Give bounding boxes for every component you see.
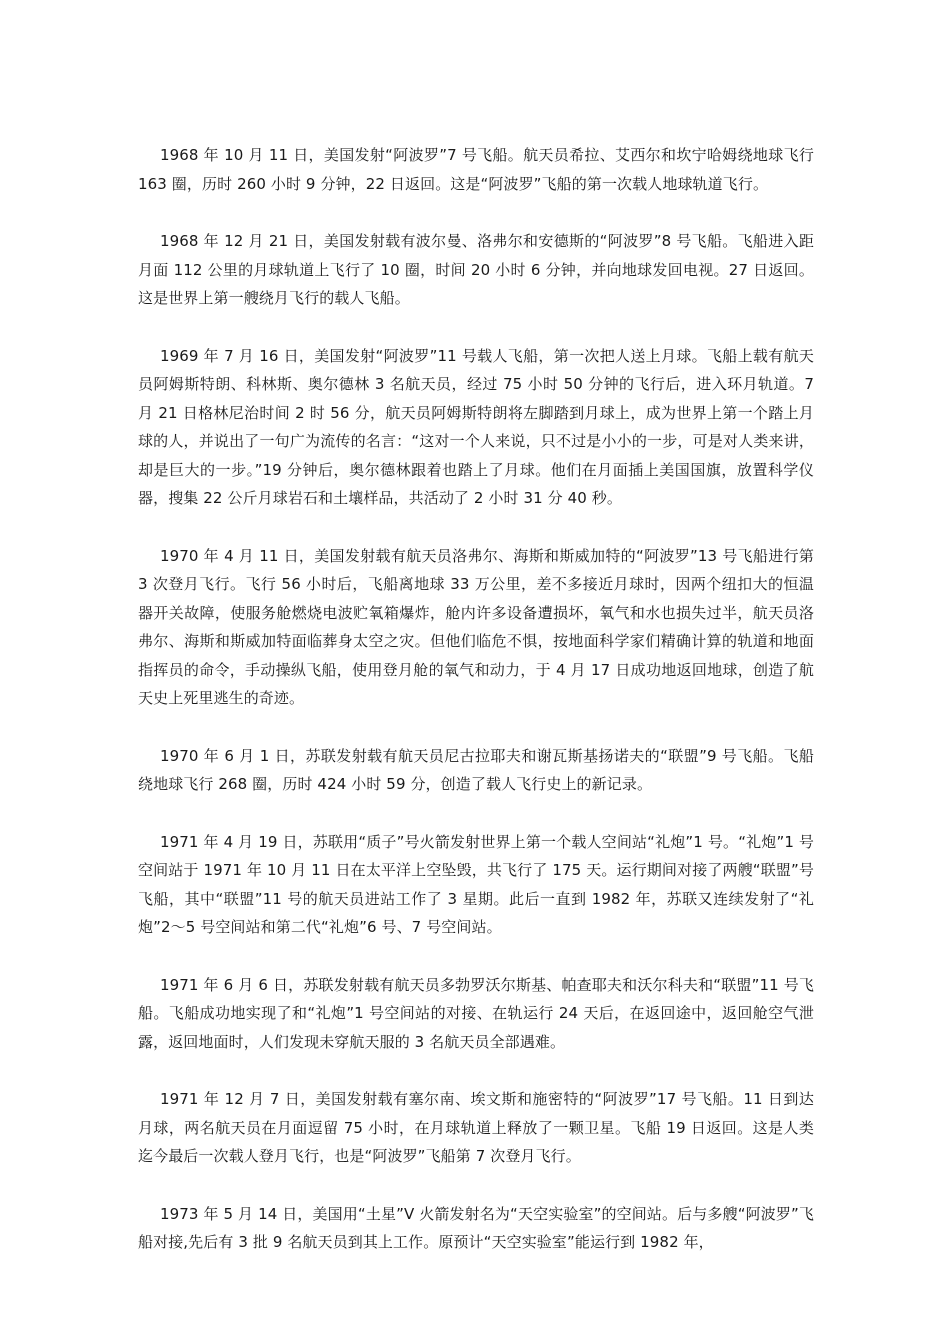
document-body [138, 141, 814, 1286]
paragraph-1969-apollo-11: 1969 年 7 月 16 日，美国发射“阿波罗”11 号载人飞船，第一次把人送上月球。飞船上载有航天员阿姆斯特朗、科林斯、奥尔德林 3 名航天员，经过 75 小时 50 分钟的飞行后，进入环月轨道。7 月 21 日格林尼治时间 2 时 56 分，航天员阿姆斯特朗将左脚踏到月球上，成为世界上第一个踏上月球的人，并说出了一句广为流传的名言：“这对一个人来说，只不过是小小的一步，可是对人类来讲，却是巨大的一步。”19 分钟后，奥尔德林跟着也踏上了月球。他们在月面插上美国国旗，放置科学仪器，搜集 22 公斤月球岩石和土壤样品，共活动了 2 小时 31 分 40 秒。 [138, 346, 814, 507]
paragraph-1971-apollo-17: 1971 年 12 月 7 日，美国发射载有塞尔南、埃文斯和施密特的“阿波罗”17 号飞船。11 日到达月球，两名航天员在月面逗留 75 小时，在月球轨道上释放了一颗卫星。飞船 19 日返回。这是人类迄今最后一次载人登月飞行，也是“阿波罗”飞船第 7 次登月飞行。 [138, 1090, 814, 1165]
paragraph-1970-apollo-13: 1970 年 4 月 11 日，美国发射载有航天员洛弗尔、海斯和斯威加特的“阿波罗”13 号飞船进行第 3 次登月飞行。飞行 56 小时后，飞船离地球 33 万公里，差不多接近月球时，因两个纽扣大的恒温器开关故障，使服务舱燃烧电波贮氧箱爆炸，舱内许多设备遭损坏，氧气和水也损失过半，航天员洛弗尔、海斯和斯威加特面临葬身太空之灾。但他们临危不惧，按地面科学家们精确计算的轨道和地面指挥员的命令，手动操纵飞船，使用登月舱的氧气和动力，于 4 月 17 日成功地返回地球，创造了航天史上死里逃生的奇迹。 [138, 546, 814, 707]
paragraph-1971-soyuz-11: 1971 年 6 月 6 日，苏联发射载有航天员多勃罗沃尔斯基、帕查耶夫和沃尔科夫和“联盟”11 号飞船。飞船成功地实现了和“礼炮”1 号空间站的对接、在轨运行 24 天后，在返回途中，返回舱空气泄露，返回地面时，人们发现未穿航天服的 3 名航天员全部遇难。 [138, 975, 814, 1051]
paragraph-1973-skylab: 1973 年 5 月 14 日，美国用“土星”V 火箭发射名为“天空实验室”的空间站。后与多艘“阿波罗”飞船对接,先后有 3 批 9 名航天员到其上工作。原预计“天空实验室”能运行到 1982 年， [138, 1204, 814, 1251]
paragraph-1968-apollo-7: 1968 年 10 月 11 日，美国发射“阿波罗”7 号飞船。航天员希拉、艾西尔和坎宁哈姆绕地球飞行 163 圈，历时 260 小时 9 分钟，22 日返回。这是“阿波罗”飞船的第一次载人地球轨道飞行。 [138, 146, 814, 193]
paragraph-1968-apollo-8: 1968 年 12 月 21 日，美国发射载有波尔曼、洛弗尔和安德斯的“阿波罗”8 号飞船。飞船进入距月面 112 公里的月球轨道上飞行了 10 圈，时间 20 小时 6 分钟，并向地球发回电视。27 日返回。这是世界上第一艘绕月飞行的载人飞船。 [138, 232, 814, 307]
paragraph-1971-salyut-1: 1971 年 4 月 19 日，苏联用“质子”号火箭发射世界上第一个载人空间站“礼炮”1 号。“礼炮”1 号空间站于 1971 年 10 月 11 日在太平洋上空坠毁，共飞行了 175 天。运行期间对接了两艘“联盟”号飞船，其中“联盟”11 号的航天员进站工作了 3 星期。此后一直到 1982 年，苏联又连续发射了“礼炮”2～5 号空间站和第二代“礼炮”6 号、7 号空间站。 [138, 832, 814, 936]
paragraph-1970-soyuz-9: 1970 年 6 月 1 日，苏联发射载有航天员尼古拉耶夫和谢瓦斯基扬诺夫的“联盟”9 号飞船。飞船绕地球飞行 268 圈，历时 424 小时 59 分，创造了载人飞行史上的新记录。 [138, 746, 814, 793]
